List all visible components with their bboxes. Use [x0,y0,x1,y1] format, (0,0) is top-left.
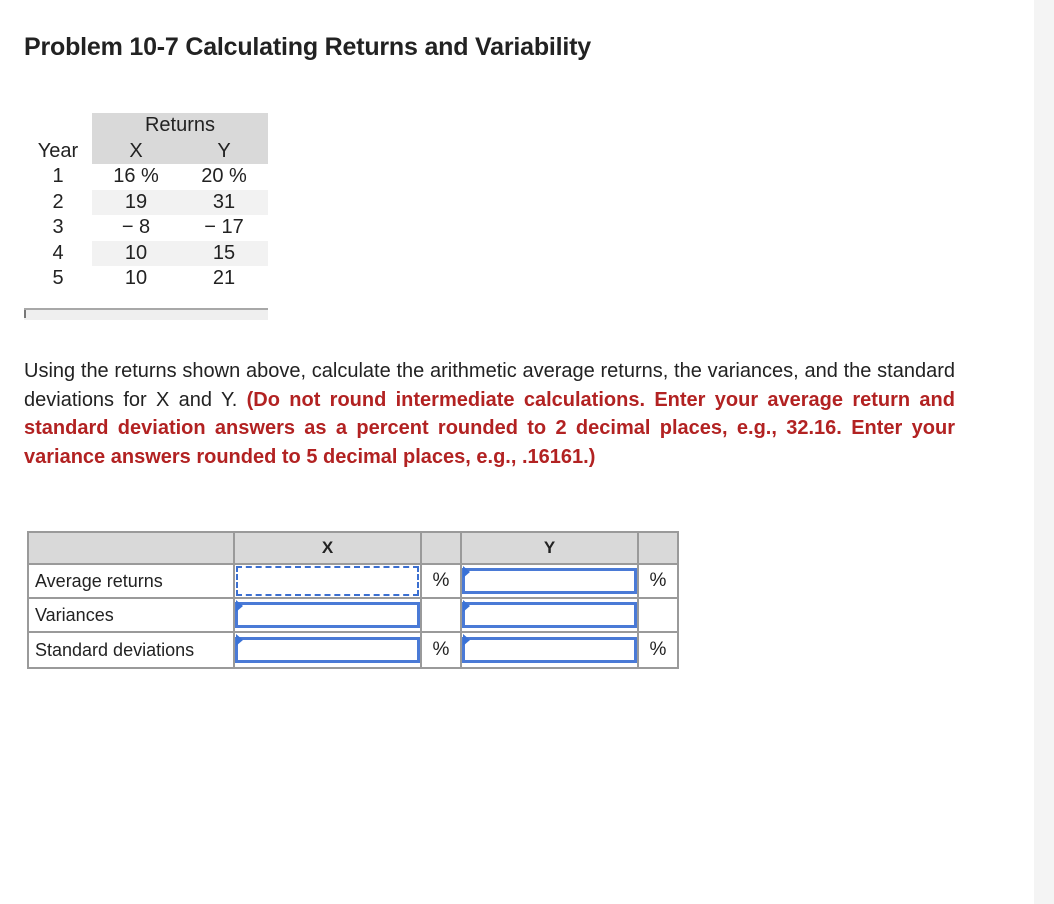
return-y-cell: 31 [180,190,268,216]
answer-row-variances [28,598,678,632]
std-dev-x-unit: % [421,632,461,668]
instructions-note: (Do not round intermediate calculations. Enter your average return and standard deviation answers as a percent rounded to 2 decimal places, e.g., 32.16. Enter your variance answers rounded to 5 decimal places, e.g., .16161.) [24,388,955,468]
return-x-cell: − 8 [121,216,151,239]
returns-table [24,113,268,292]
std-dev-y-unit: % [638,632,678,668]
variance-y-input[interactable] [462,602,637,628]
std-dev-x-input[interactable] [235,637,420,663]
answer-header-y: Y [461,532,638,564]
return-x-cell: 10 [124,267,148,290]
table-row [24,266,268,292]
returns-group-header: Returns [92,113,268,139]
year-cell: 5 [52,267,64,290]
page-edge-shade [1034,0,1054,904]
answer-row-average-returns [28,564,678,598]
year-cell: 3 [52,216,64,239]
answer-table [27,531,679,669]
table-row [24,215,268,241]
col-header-year: Year [37,139,79,162]
return-x-cell: 19 [92,190,180,216]
table-row [24,164,268,190]
variance-x-unit [421,598,461,632]
page-title: Problem 10-7 Calculating Returns and Variability [24,33,591,61]
year-cell: 4 [24,241,92,267]
year-cell: 2 [24,190,92,216]
average-return-y-input[interactable] [462,568,637,594]
variance-x-input[interactable] [235,602,420,628]
col-header-y: Y [180,139,268,165]
returns-table-footer [24,308,268,320]
year-cell: 1 [52,165,64,188]
average-return-y-unit: % [638,564,678,598]
row-label-variances: Variances [28,598,234,632]
instructions [24,357,955,471]
std-dev-y-input[interactable] [462,637,637,663]
average-return-x-unit: % [421,564,461,598]
answer-header-row [28,532,678,564]
average-return-x-input[interactable] [235,568,420,594]
footer-tick [24,310,26,318]
table-row [24,241,268,267]
answer-header-x: X [234,532,421,564]
return-y-cell: 15 [180,241,268,267]
variance-y-unit [638,598,678,632]
table-row [24,190,268,216]
return-y-cell: 21 [212,267,236,290]
return-y-cell: − 17 [204,216,244,239]
answer-row-standard-deviations [28,632,678,668]
row-label-average-returns: Average returns [28,564,234,598]
instructions-text: Using the returns shown above, calculate the arithmetic average returns, the variances, and the standard deviations for X and Y. [24,360,955,411]
row-label-standard-deviations: Standard deviations [28,632,234,668]
return-x-cell: 16 % [113,165,159,188]
col-header-x: X [92,139,180,165]
return-x-cell: 10 [92,241,180,267]
return-y-cell: 20 % [201,165,247,188]
